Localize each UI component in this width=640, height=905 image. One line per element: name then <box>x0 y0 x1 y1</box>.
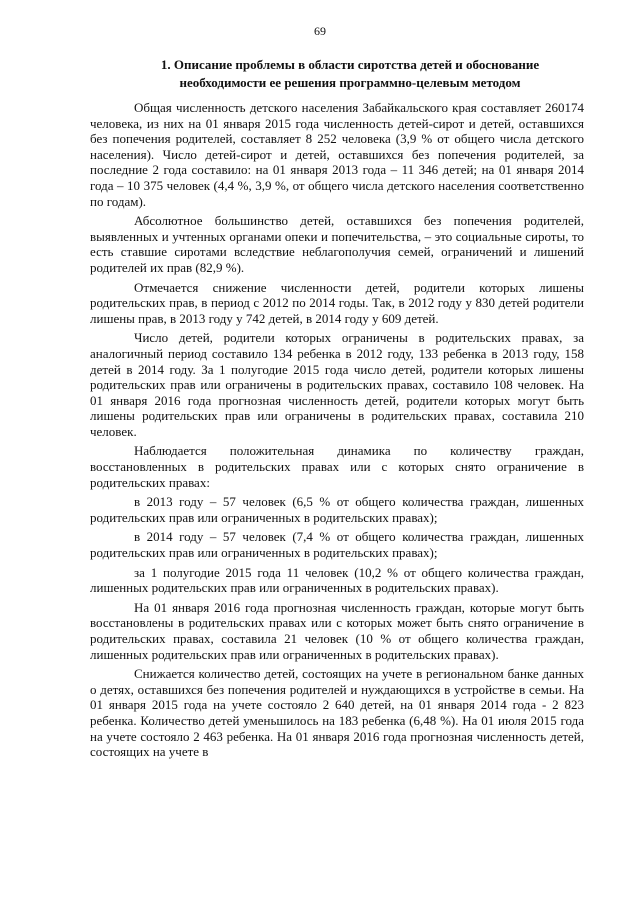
heading-line-1: 1. Описание проблемы в области сиротства детей и обоснование <box>160 57 540 72</box>
paragraph-forecast-restored: На 01 января 2016 года прогнозная численность граждан, которые могут быть восстановлены в родительских правах или с которых может быть снято ограничение в родительских правах, составила 21 человек (10 % от общего количества граждан, лишенных родительских прав или ограниченных в родительских правах). <box>90 599 584 662</box>
paragraph-social-orphans: Абсолютное большинство детей, оставшихся без попечения родителей, выявленных и учтенных органами опеки и попечительства, – это социальные сироты, то есть ставшие сиротами вследствие неблагополучия семей, ограничений и лишений родителей их прав (82,9 %). <box>90 213 584 275</box>
list-item-2014: в 2014 году – 57 человек (7,4 % от общего количества граждан, лишенных родительских прав или ограниченных в родительских правах); <box>90 529 584 561</box>
heading-line-2: необходимости ее решения программно-целевым методом <box>179 75 521 90</box>
page-number: 69 <box>314 24 326 38</box>
paragraph-deprived-rights: Отмечается снижение численности детей, родители которых лишены родительских прав, в период с 2012 по 2014 годы. Так, в 2012 году у 830 детей родители лишены прав, в 2013 году у 742 детей, в 2014 году у 609 детей. <box>90 279 584 326</box>
list-item-2015-half: за 1 полугодие 2015 года 11 человек (10,2 % от общего количества граждан, лишенных родительских прав или ограниченных в родительских правах). <box>90 564 584 596</box>
list-item-2013: в 2013 году – 57 человек (6,5 % от общего количества граждан, лишенных родительских прав или ограниченных в родительских правах); <box>90 494 584 525</box>
paragraph-restricted-rights: Число детей, родители которых ограничены в родительских правах, за аналогичный период составило 134 ребенка в 2012 году, 133 ребенка в 2013 году, 158 детей в 2014 году. За 1 полугодие 2015 года число детей, родители которых лишены родительских прав или ограничены в родительских правах, составило 108 человек. На 01 января 2016 года прогнозная численность детей, родители которых могут быть лишены родительских прав или ограничены в родительских правах, составила 210 человек. <box>90 330 584 439</box>
paragraph-child-population: Общая численность детского населения Забайкальского края составляет 260174 человека, из них на 01 января 2015 года численность детей-сирот и детей, оставшихся без попечения родителей, составляет 8 252 человека (3,9 % от общего числа детского населения). Число детей-сирот и детей, оставшихся без попечения родителей, за последние 2 года составило: на 01 января 2013 года – 11 346 детей; на 01 января 2014 года – 10 375 человек (4,4 %, 3,9 %, от общего числа детского населения соответственно по годам). <box>90 100 584 209</box>
section-heading <box>120 56 580 92</box>
paragraph-positive-dynamics: Наблюдается положительная динамика по количеству граждан, восстановленных в родительских правах или с которых снято ограничение в родительских правах: <box>90 443 584 490</box>
document-body <box>90 100 584 764</box>
paragraph-regional-databank: Снижается количество детей, состоящих на учете в региональном банке данных о детях, оставшихся без попечения родителей и нуждающихся в устройстве в семьи. На 01 января 2015 года на учете состояло 2 640 детей, на 01 января 2014 года - 2 823 ребенка. Количество детей уменьшилось на 183 ребенка (6,48 %). На 01 июля 2015 года на учете состояло 2 463 ребенка. На 01 января 2016 года прогнозная численность детей, состоящих на учете в <box>90 666 584 760</box>
